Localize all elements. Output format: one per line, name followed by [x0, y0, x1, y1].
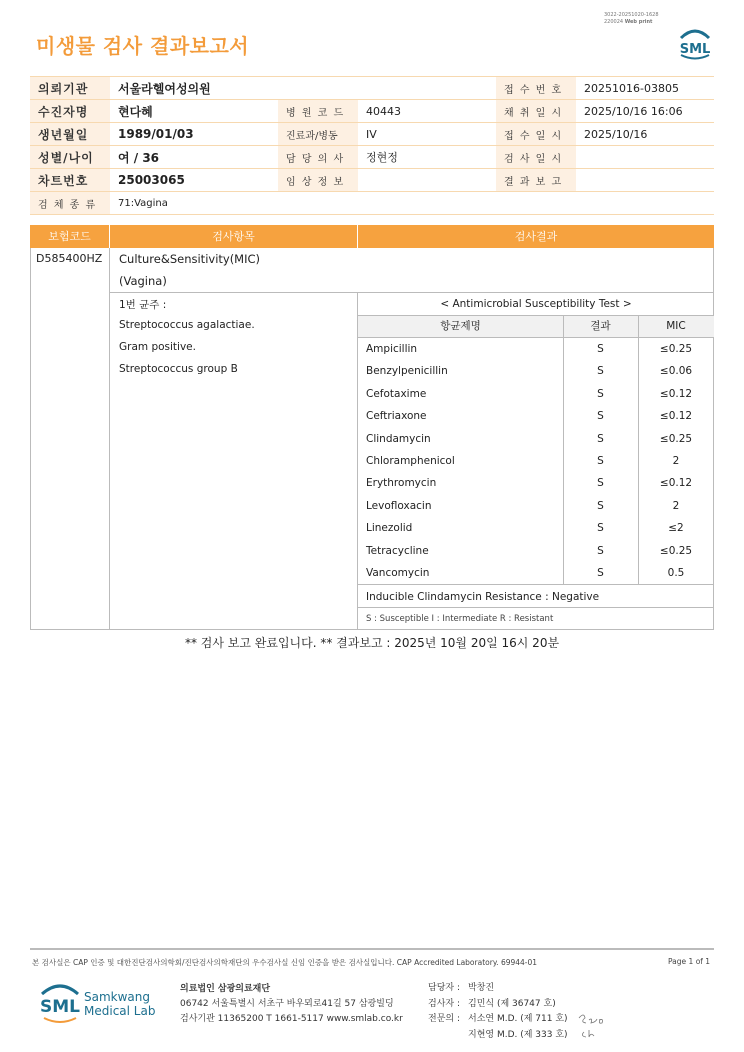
org-name: 의료법인 삼광의료재단	[180, 984, 271, 994]
border	[30, 248, 31, 630]
label-chart: 차트번호	[30, 169, 110, 192]
col-header-result: 검사결과	[358, 225, 714, 248]
ast-result: S	[597, 410, 604, 423]
ast-row	[358, 496, 713, 518]
col-header-item: 검사항목	[110, 225, 357, 248]
label-dept: 진료과/병동	[278, 123, 358, 146]
ast-mic: ≤0.25	[659, 343, 693, 355]
org-contact: 검사기관 11365200 T 1661-5117 www.smlab.co.kr	[180, 1014, 403, 1024]
staff-name: 김민식 (제 36747 호)	[468, 998, 556, 1009]
receipt-date-value: 2025/10/16	[576, 123, 714, 146]
staff-entry	[428, 981, 568, 997]
ast-drug: Linezolid	[366, 522, 413, 535]
staff-role: 전문의 :	[428, 1014, 460, 1024]
ast-result: S	[597, 477, 604, 490]
border	[358, 584, 714, 585]
footer-divider	[30, 948, 714, 950]
sml-logo-icon	[675, 26, 715, 60]
clinical-value	[358, 169, 496, 192]
ast-mic: ≤0.25	[659, 544, 693, 557]
ast-drug: Tetracycline	[366, 544, 429, 557]
report-title: 미생물 검사 결과보고서	[36, 34, 250, 58]
ast-row	[358, 384, 713, 406]
ast-mic: ≤0.12	[659, 477, 693, 490]
dob-value: 1989/01/03	[110, 123, 278, 146]
ast-mic: ≤0.12	[659, 410, 693, 423]
requester-value: 서울라헬여성의원	[110, 77, 496, 100]
ast-result: S	[597, 432, 604, 445]
staff-entry	[428, 1012, 568, 1028]
ast-result: S	[597, 365, 604, 378]
ast-drug: Ceftriaxone	[366, 410, 427, 423]
label-doctor: 담 당 의 사	[278, 146, 358, 169]
border	[358, 607, 714, 608]
ast-header-result: 결과	[590, 320, 611, 332]
staff-list	[428, 981, 568, 1043]
ast-row	[358, 406, 713, 428]
label-collect: 채 취 일 시	[496, 100, 576, 123]
label-sex-age: 성별/나이	[30, 146, 110, 169]
organism-line: 1번 균주 :	[119, 299, 167, 311]
collect-value: 2025/10/16 16:06	[576, 100, 714, 123]
receipt-no-value: 20251016-03805	[576, 77, 714, 100]
result-legend: S : Susceptible I : Intermediate R : Resistant	[366, 614, 554, 624]
brand-name	[84, 990, 155, 1018]
border	[109, 248, 110, 630]
doctor-value: 정현정	[358, 146, 496, 169]
ast-header-drug: 항균제명	[440, 320, 481, 332]
svg-text:SML: SML	[679, 42, 711, 57]
print-code	[604, 12, 659, 26]
label-receipt-date: 접 수 일 시	[496, 123, 576, 146]
brand-line-2: Medical Lab	[84, 1004, 156, 1018]
web-print-label: Web print	[624, 19, 653, 25]
ast-drug: Levofloxacin	[366, 499, 432, 512]
ast-result: S	[597, 567, 604, 579]
ast-result: S	[597, 499, 604, 512]
ast-row	[358, 361, 713, 383]
organism-line: Streptococcus group B	[119, 363, 238, 375]
print-code-line: 220024	[604, 19, 624, 25]
label-hospital-code: 병 원 코 드	[278, 100, 358, 123]
ast-drug: Ampicillin	[366, 343, 418, 355]
label-patient: 수진자명	[30, 100, 110, 123]
ast-row	[358, 451, 713, 473]
test-item-name: Culture&Sensitivity(MIC)	[119, 252, 261, 266]
ast-row	[358, 339, 713, 361]
chart-value: 25003065	[110, 169, 278, 192]
label-clinical: 임 상 정 보	[278, 169, 358, 192]
ast-drug: Benzylpenicillin	[366, 365, 448, 378]
test-item-specimen: (Vagina)	[119, 274, 167, 288]
dept-value: IV	[358, 123, 496, 146]
border	[30, 629, 714, 630]
staff-name: 지현영 M.D. (제 333 호)	[468, 1029, 568, 1040]
ast-row	[358, 473, 713, 495]
cap-note: 본 검사실은 CAP 인증 및 대한진단검사의학회/진단검사의학재단의 우수검사실 신임 인증을 받은 검사실입니다. CAP Accredited Laboratory. 69944-01	[32, 958, 538, 967]
organism-line: Gram positive.	[119, 341, 196, 353]
insurance-code: D585400HZ	[36, 252, 103, 265]
ast-drug: Erythromycin	[366, 477, 437, 490]
ast-drug: Chloramphenicol	[366, 455, 455, 467]
label-specimen: 검 체 종 류	[30, 192, 110, 215]
ast-row	[358, 563, 713, 585]
patient-value: 현다혜	[110, 100, 278, 123]
label-requester: 의뢰기관	[30, 77, 110, 100]
page-number: Page 1 of 1	[668, 957, 711, 966]
ast-mic: 0.5	[667, 567, 685, 579]
staff-entry	[428, 1028, 568, 1044]
specimen-value: 71:Vagina	[110, 192, 714, 215]
staff-name: 박창진	[468, 983, 495, 993]
ast-mic: 2	[672, 499, 680, 512]
ast-mic: ≤0.12	[659, 387, 693, 400]
ast-result: S	[597, 387, 604, 400]
patient-info-table	[30, 76, 714, 215]
ast-result: S	[597, 522, 604, 535]
label-dob: 생년월일	[30, 123, 110, 146]
col-header-code: 보험코드	[30, 225, 109, 248]
label-report: 결 과 보 고	[496, 169, 576, 192]
ast-header-mic: MIC	[666, 320, 686, 332]
inducible-clindamycin: Inducible Clindamycin Resistance : Negative	[366, 591, 600, 603]
label-receipt-no: 접 수 번 호	[496, 77, 576, 100]
ast-result: S	[597, 343, 604, 355]
ast-result: S	[597, 544, 604, 557]
sex-age-value: 여 / 36	[110, 146, 278, 169]
ast-mic: ≤2	[668, 522, 684, 535]
completion-note: ** 검사 보고 완료입니다. ** 결과보고 : 2025년 10월 20일 16시 20분	[184, 636, 560, 650]
ast-mic: ≤0.25	[659, 432, 693, 445]
ast-drug: Vancomycin	[366, 567, 430, 579]
ast-drug: Cefotaxime	[366, 387, 427, 400]
results-table	[30, 225, 714, 630]
border	[358, 337, 714, 338]
staff-entry	[428, 997, 568, 1013]
ast-row	[358, 518, 713, 540]
ast-row	[358, 429, 713, 451]
ast-mic: 2	[672, 455, 680, 467]
signature-icon	[576, 1010, 610, 1040]
staff-role: 담당자 :	[428, 983, 460, 993]
org-info	[180, 982, 403, 1027]
organism-line: Streptococcus agalactiae.	[119, 319, 255, 331]
report-value	[576, 169, 714, 192]
print-code-line: 3022-20251020-1628	[604, 12, 659, 18]
ast-row	[358, 541, 713, 563]
brand-line-1: Samkwang	[84, 990, 150, 1004]
test-date-value	[576, 146, 714, 169]
ast-mic: ≤0.06	[659, 365, 693, 378]
logo-text: SML	[40, 997, 80, 1017]
staff-name: 서소연 M.D. (제 711 호)	[468, 1014, 568, 1024]
label-test-date: 검 사 일 시	[496, 146, 576, 169]
org-address: 06742 서울특별시 서초구 바우뫼로41길 57 삼광빌딩	[180, 999, 394, 1009]
staff-role: 검사자 :	[428, 998, 460, 1009]
ast-title: < Antimicrobial Susceptibility Test >	[440, 298, 632, 310]
hospital-code-value: 40443	[358, 100, 496, 123]
ast-result: S	[597, 455, 604, 467]
ast-drug: Clindamycin	[366, 432, 431, 445]
sml-footer-logo-icon	[36, 980, 84, 1026]
